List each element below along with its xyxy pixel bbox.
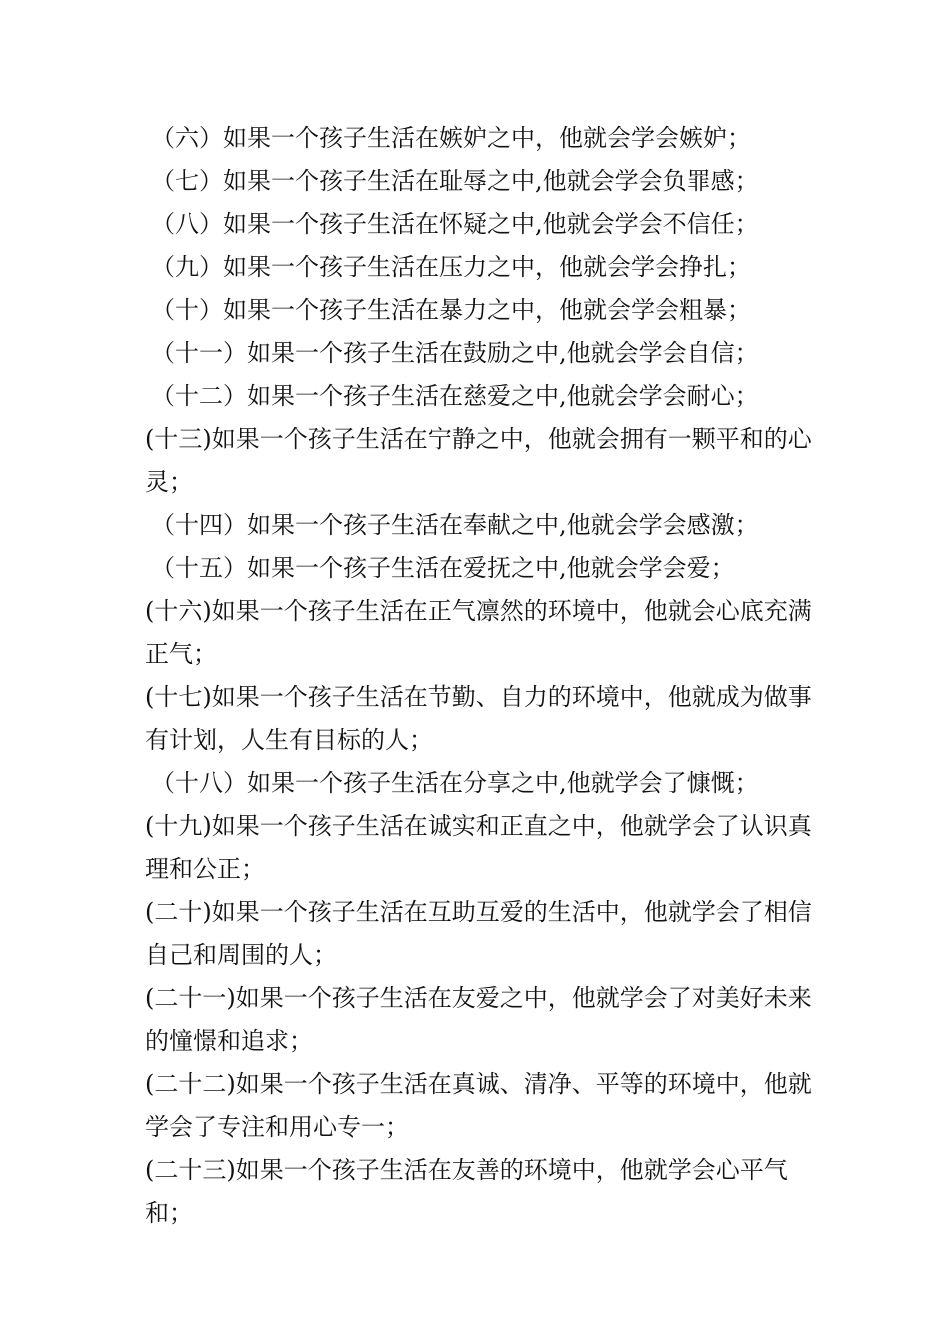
paragraph-19: (十九)如果一个孩子生活在诚实和正直之中，他就学会了认识真理和公正； [145,812,812,883]
paragraph-7: （七）如果一个孩子生活在耻辱之中,他就会学会负罪感； [151,167,759,195]
paragraph-18: （十八）如果一个孩子生活在分享之中,他就学会了慷慨； [151,769,759,797]
paragraph-20: (二十)如果一个孩子生活在互助互爱的生活中，他就学会了相信自己和周围的人； [145,898,812,969]
paragraph-11: （十一）如果一个孩子生活在鼓励之中,他就会学会自信； [151,339,759,367]
paragraph-15: （十五）如果一个孩子生活在爱抚之中,他就会学会爱； [151,554,735,582]
paragraph-8: （八）如果一个孩子生活在怀疑之中,他就会学会不信任； [151,210,759,238]
paragraph-10: （十）如果一个孩子生活在暴力之中，他就会学会粗暴； [151,296,751,324]
paragraph-22: (二十二)如果一个孩子生活在真诚、清净、平等的环境中，他就学会了专注和用心专一； [145,1070,812,1141]
document-body [145,117,815,1235]
paragraph-16: (十六)如果一个孩子生活在正气凛然的环境中，他就会心底充满正气； [145,597,812,668]
paragraph-23: (二十三)如果一个孩子生活在友善的环境中，他就学会心平气和； [145,1156,788,1227]
paragraph-9: （九）如果一个孩子生活在压力之中，他就会学会挣扎； [151,253,751,281]
paragraph-13: (十三)如果一个孩子生活在宁静之中，他就会拥有一颗平和的心灵； [145,425,812,496]
paragraph-12: （十二）如果一个孩子生活在慈爱之中,他就会学会耐心； [151,382,759,410]
paragraph-21: (二十一)如果一个孩子生活在友爱之中，他就学会了对美好未来的憧憬和追求； [145,984,812,1055]
paragraph-14: （十四）如果一个孩子生活在奉献之中,他就会学会感激； [151,511,759,539]
paragraph-17: (十七)如果一个孩子生活在节勤、自力的环境中，他就成为做事有计划，人生有目标的人； [145,683,812,754]
paragraph-6: （六）如果一个孩子生活在嫉妒之中，他就会学会嫉妒； [151,124,751,152]
